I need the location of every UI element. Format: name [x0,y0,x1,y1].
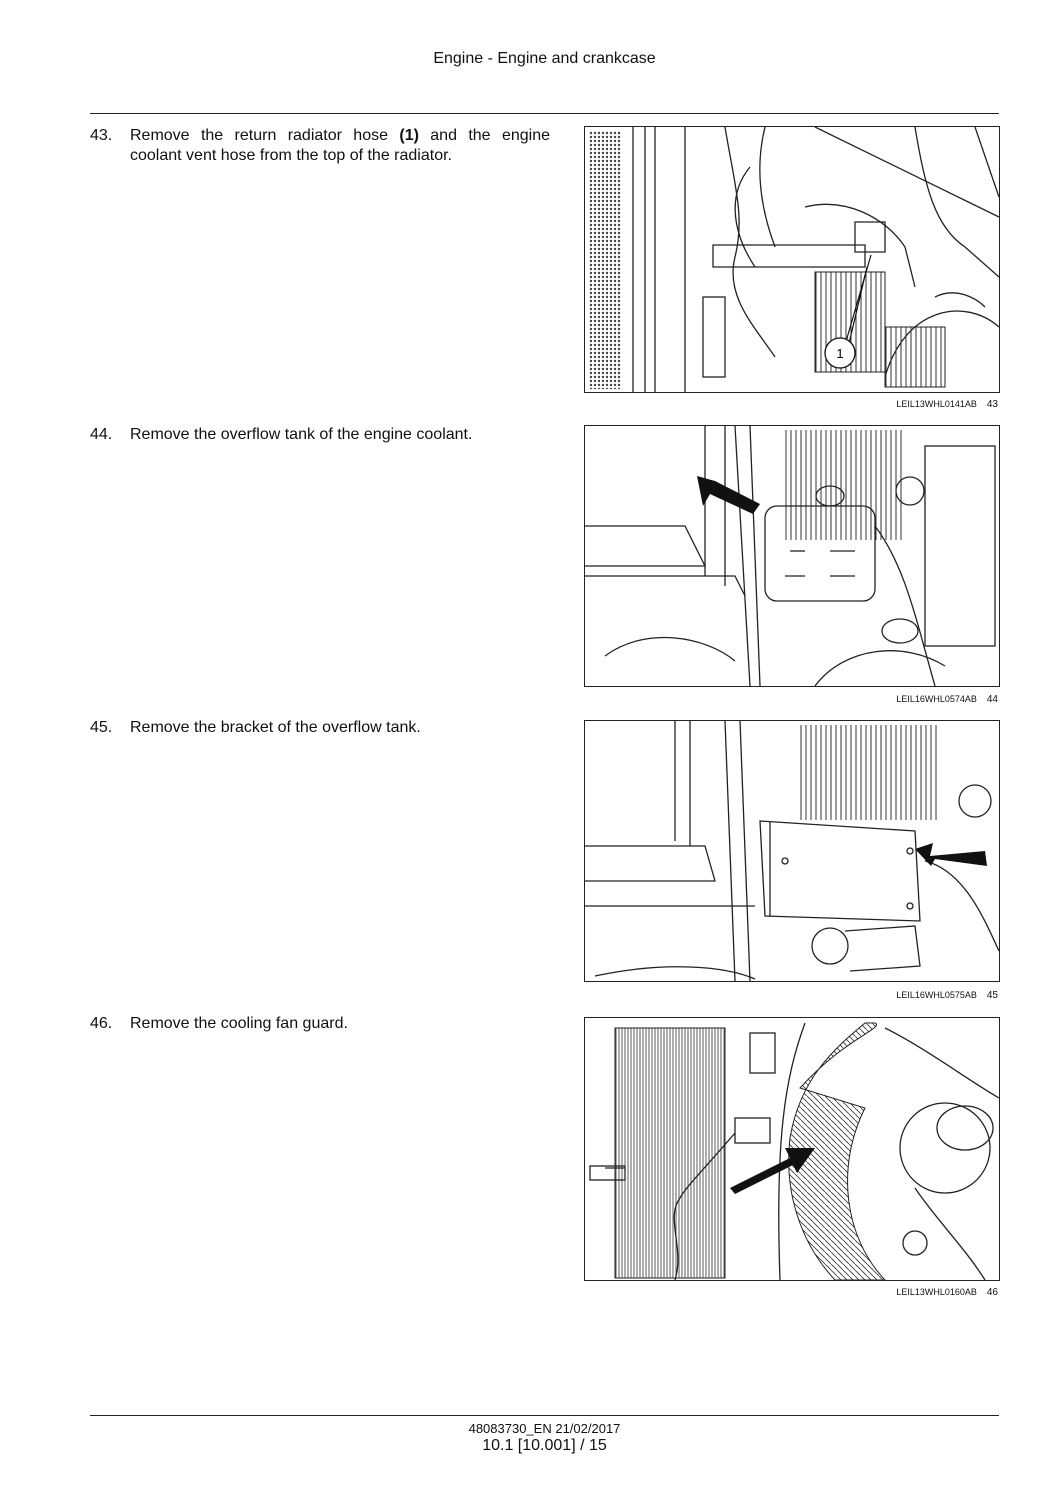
step-44 [90,425,550,445]
step-43 [90,126,550,166]
step-text: Remove the cooling fan guard. [130,1015,348,1032]
step-text: Remove the bracket of the overflow tank. [130,719,421,736]
figure-caption-46: LEIL13WHL0160AB 46 [896,1287,998,1298]
figure-caption-43: LEIL13WHL0141AB 43 [896,399,998,410]
page-title: Engine - Engine and crankcase [433,50,656,67]
page-number: 10.1 [10.001] / 15 [482,1437,607,1454]
step-45 [90,718,550,738]
callout-reference: (1) [399,127,419,144]
fan-guard-illustration [585,1018,999,1280]
figure-43-radiator-hose [584,126,1000,393]
document-reference: 48083730_EN 21/02/2017 [468,1421,621,1436]
figure-caption-45: LEIL16WHL0575AB 45 [896,990,998,1001]
header-divider [90,113,999,114]
step-46 [90,1014,550,1034]
figure-44-overflow-tank [584,425,1000,687]
step-number: 46. [90,1015,113,1032]
figure-46-fan-guard [584,1017,1000,1281]
step-text: Remove the overflow tank of the engine coolant. [130,426,473,443]
step-number: 44. [90,426,113,443]
step-number: 43. [90,127,113,144]
radiator-hose-illustration [585,127,999,392]
footer-divider [90,1415,999,1416]
bracket-illustration [585,721,999,981]
figure-45-bracket [584,720,1000,982]
step-number: 45. [90,719,113,736]
figure-caption-44: LEIL16WHL0574AB 44 [896,694,998,705]
overflow-tank-illustration [585,426,999,686]
step-text: Remove the return radiator hose (1) and the engine coolant vent hose from the top of the radiator. [130,127,550,164]
callout-label: 1 [836,346,844,361]
